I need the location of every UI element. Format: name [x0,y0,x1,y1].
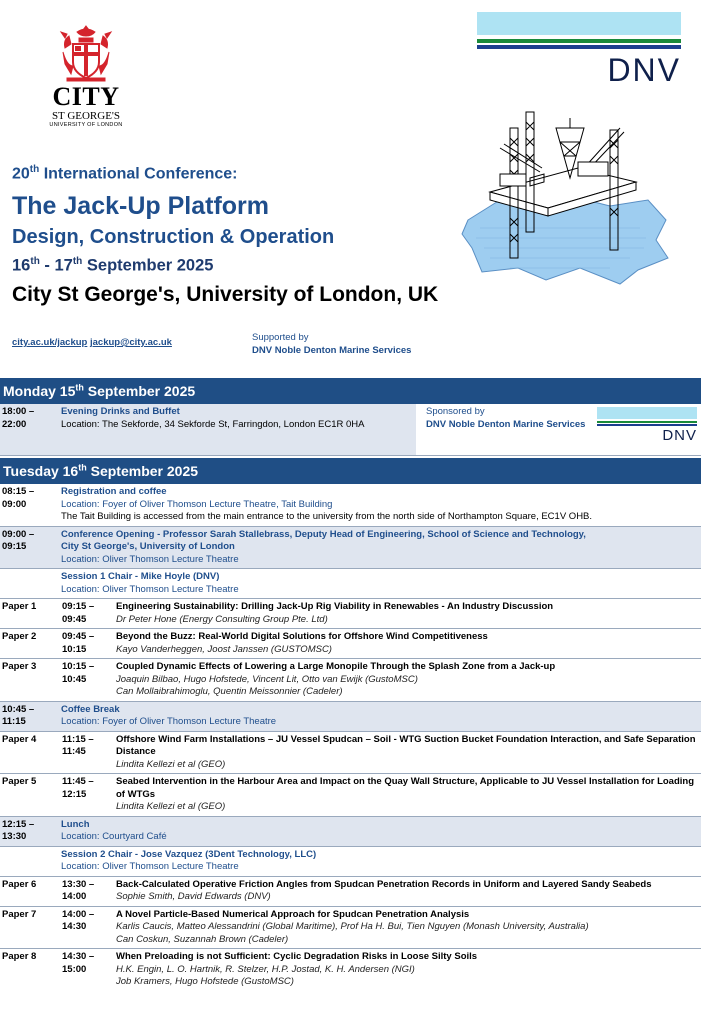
email-link[interactable]: jackup@city.ac.uk [89,337,172,348]
dnv-wordmark: DNV [607,52,681,88]
evening-drinks-row: 18:00 – 22:00 Evening Drinks and Buffet Location: The Sekforde, 34 Sekforde St, Farringdon, London EC1R 0HA Sponsored by DNV Noble Denton Marine Services DNV [0,404,701,456]
opening-row: 09:00 – 09:15 Conference Opening - Professor Sarah Stallebrass, Deputy Head of Engineering, School of Science and Technology, City St George's, University of London Location: Oliver Thomson Lecture Theatre [0,527,701,570]
conference-title: The Jack-Up Platform [12,192,270,220]
paper-row: Paper 1 09:15 – 09:45 Engineering Sustainability: Drilling Jack-Up Rig Viability in Renewables - An Industry Discussion Dr Peter Hone (Energy Consulting Group Pte. Ltd) [0,599,701,629]
session-2-row: Session 2 Chair - Jose Vazquez (3Dent Technology, LLC) Location: Oliver Thomson Lecture Theatre [0,847,701,877]
city-wordmark-sub: ST GEORGE'S [51,110,121,122]
dnv-logo [477,12,681,90]
city-wordmark: CITY [52,82,120,111]
paper-row: Paper 6 13:30 – 14:00 Back-Calculated Operative Friction Angles from Spudcan Penetration Records in Uniform and Layered Sandy Seabeds Sophie Smith, David Edwards (DNV) [0,877,701,907]
sponsored-by: Sponsored by DNV Noble Denton Marine Services DNV [416,404,701,455]
paper-row: Paper 5 11:45 – 12:15 Seabed Intervention in the Harbour Area and Impact on the Quay Wall Structure, Applicable to JU Vessel Installation for Loading of WTGs Lindita Kellezi et al (GEO) [0,774,701,817]
website-link[interactable]: city.ac.uk/jackup [12,337,88,348]
paper-row: Paper 4 11:15 – 11:45 Offshore Wind Farm Installations – JU Vessel Spudcan – Soil - WTG Suction Bucket Foundation Interaction, and Safe Separation Distance Lindita Kellezi et al (GEO) [0,732,701,775]
jack-up-rig-illustration [460,108,672,286]
day-header-tuesday: Tuesday 16th September 2025 [0,458,701,484]
lunch-row: 12:15 – 13:30 Lunch Location: Courtyard Café [0,817,701,847]
programme [0,378,701,991]
conference-venue: City St George's, University of London, UK [12,283,439,306]
city-wordmark-university: UNIVERSITY OF LONDON [49,122,123,128]
day-header-monday: Monday 15th September 2025 [0,378,701,404]
paper-row: Paper 3 10:15 – 10:45 Coupled Dynamic Effects of Lowering a Large Monopile Through the Splash Zone from a Jack-up Joaquin Bilbao, Hugo Hofstede, Vincent Lit, Otto van Ewijk (GustoMSC) Can Mollaibrahimoglu, Quentin Meissonnier (Cadeler) [0,659,701,702]
session-1-row: Session 1 Chair - Mike Hoyle (DNV) Location: Oliver Thomson Lecture Theatre [0,569,701,599]
supported-by: Supported by DNV Noble Denton Marine Services [252,332,412,356]
city-st-georges-logo [40,22,132,140]
conference-subtitle: Design, Construction & Operation [12,226,335,248]
dnv-logo-small: DNV [597,407,697,444]
coffee-break-row: 10:45 – 11:15 Coffee Break Location: Foyer of Oliver Thomson Lecture Theatre [0,702,701,732]
paper-row: Paper 8 14:30 – 15:00 When Preloading is not Sufficient: Cyclic Degradation Risks in Loose Silty Soils H.K. Engin, L. O. Hartnik, R. Stelzer, H.P. Jostad, K. H. Andersen (NGI) Job Kramers, Hugo Hofstede (GustoMSC) [2,951,478,987]
paper-row: Paper 7 14:00 – 14:30 A Novel Particle-Based Numerical Approach for Spudcan Penetration Analysis Karlis Caucis, Matteo Alessandrini (Global Maritime), Prof Ha H. Bui, Tien Nguyen (Monash University, Australia) Can Coskun, Suzannah Brown (Cadeler) [0,907,701,950]
conference-dates: 16th - 17th September 2025 [12,256,214,275]
crest-icon [59,22,113,84]
paper-row: Paper 2 09:45 – 10:15 Beyond the Buzz: Real-World Digital Solutions for Offshore Wind Competitiveness Kayo Vanderheggen, Joost Janssen (GUSTOMSC) [0,629,701,659]
contact-links [12,337,172,348]
registration-row: 08:15 – 09:00 Registration and coffee Location: Foyer of Oliver Thomson Lecture Theatre, Tait Building The Tait Building is accessed from the main entrance to the university from the north side of Northampton Square, EC1V OHB. [0,484,701,527]
conference-edition: 20th International Conference: [12,164,238,183]
